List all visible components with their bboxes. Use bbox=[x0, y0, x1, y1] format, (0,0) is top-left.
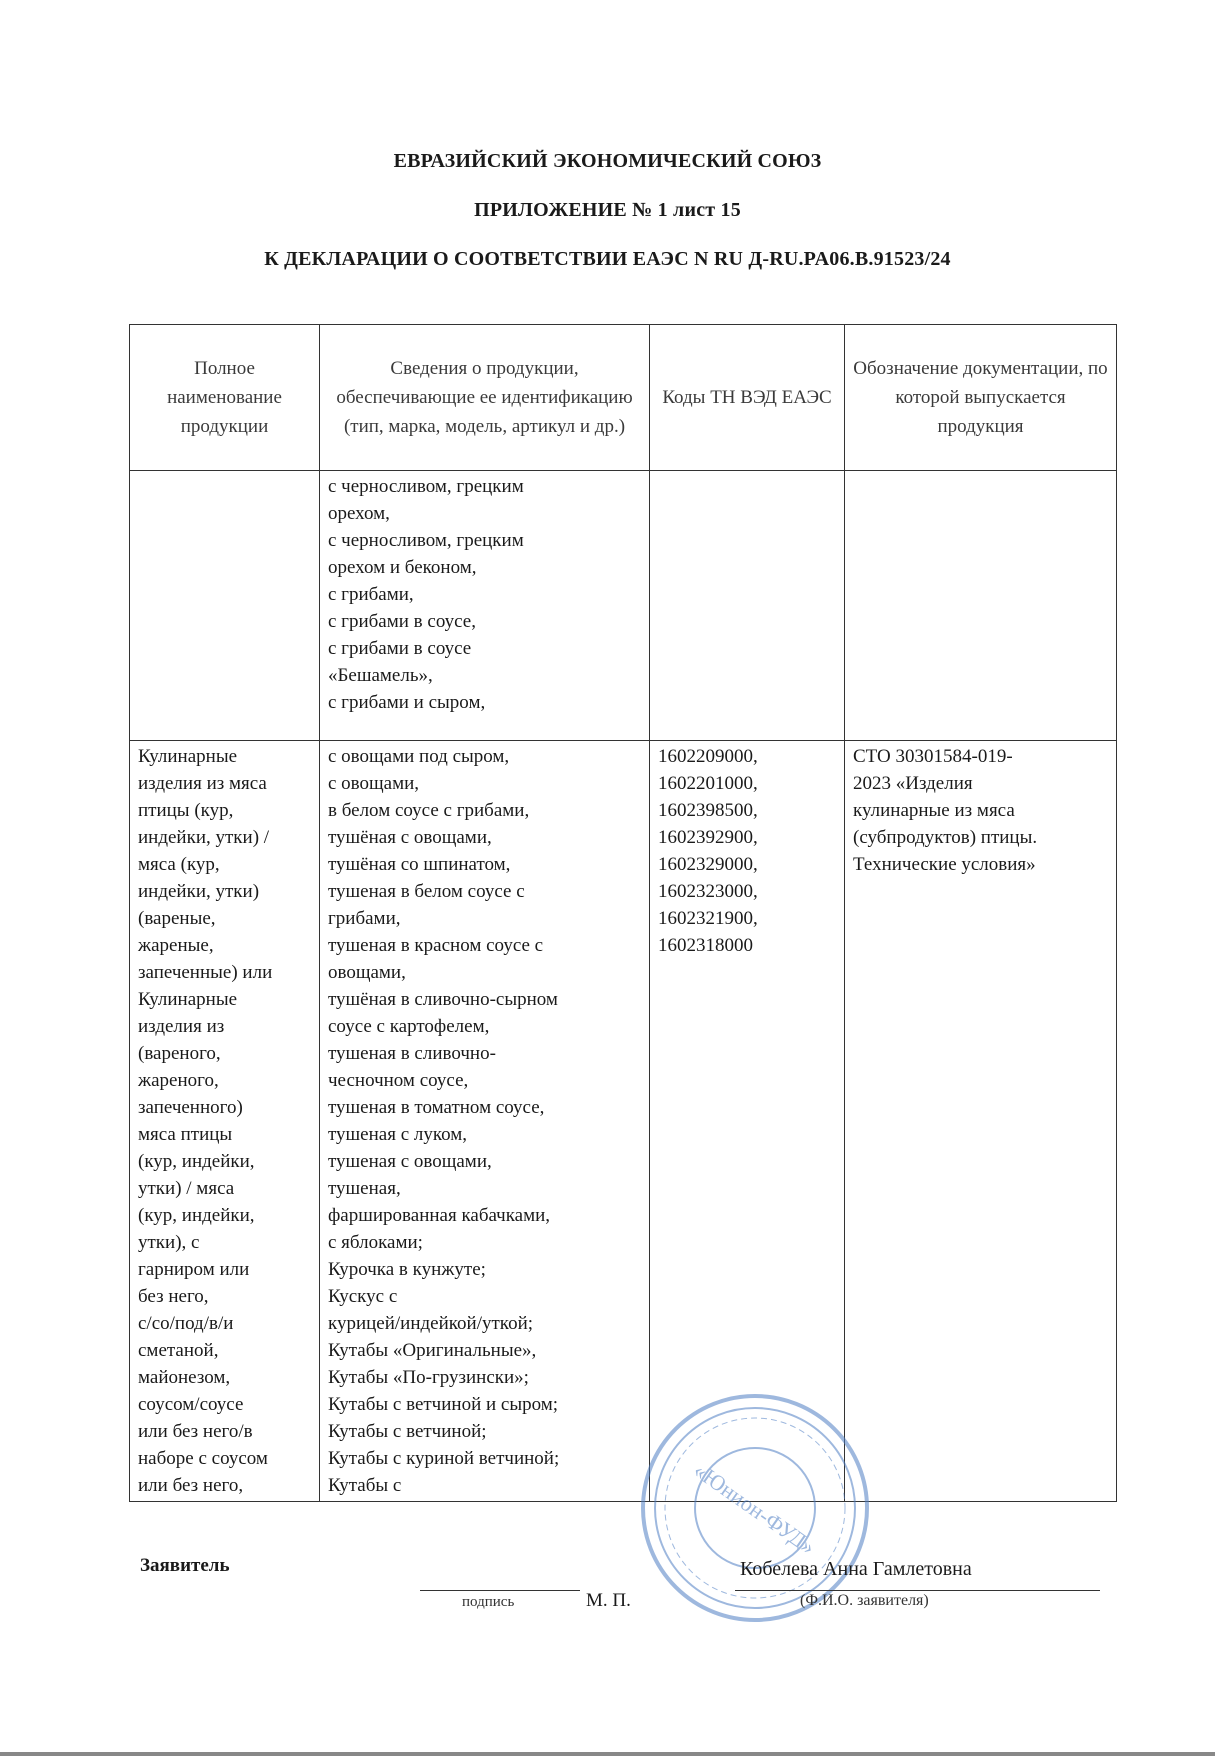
info-line: с овощами, bbox=[328, 773, 420, 794]
info-line: Кутабы «По-грузински»; bbox=[328, 1367, 529, 1388]
column-header-codes: Коды ТН ВЭД ЕАЭС bbox=[650, 325, 845, 471]
doc-line: (субпродуктов) птицы. bbox=[853, 827, 1038, 848]
info-line: с черносливом, грецким bbox=[328, 476, 524, 497]
declaration-table bbox=[129, 324, 1117, 1502]
info-line: Кутабы с куриной ветчиной; bbox=[328, 1448, 560, 1469]
info-line: с грибами в соусе bbox=[328, 638, 472, 659]
name-line: Кулинарные bbox=[138, 746, 238, 767]
info-line: тушеная в белом соусе с bbox=[328, 881, 525, 902]
name-line: (вареного, bbox=[138, 1043, 221, 1064]
info-line: Кутабы «Оригинальные», bbox=[328, 1340, 537, 1361]
header-appendix-title: ПРИЛОЖЕНИЕ № 1 лист 15 bbox=[474, 199, 741, 221]
applicant-name: Кобелева Анна Гамлетовна bbox=[740, 1558, 972, 1580]
info-line: тушёная со шпинатом, bbox=[328, 854, 511, 875]
column-header-name: Полное наименование продукции bbox=[130, 325, 320, 471]
name-line: мяса птицы bbox=[138, 1124, 233, 1145]
cell-info bbox=[320, 741, 650, 1502]
code-line: 1602398500, bbox=[658, 800, 758, 821]
name-line: или без него/в bbox=[138, 1421, 253, 1442]
info-line: тушеная с луком, bbox=[328, 1124, 468, 1145]
cell-name bbox=[130, 471, 320, 741]
info-line: тушеная в красном соусе с bbox=[328, 935, 544, 956]
table-row bbox=[130, 741, 1117, 1502]
column-header-info: Сведения о продукции, обеспечивающие ее идентификацию (тип, марка, модель, артикул и др.) bbox=[320, 325, 650, 471]
name-line: запеченные) или bbox=[138, 962, 273, 983]
info-line: с яблоками; bbox=[328, 1232, 423, 1253]
name-line: индейки, утки) bbox=[138, 881, 260, 902]
stamp-text: «Юнион-ФУД» bbox=[689, 1457, 821, 1560]
code-line: 1602201000, bbox=[658, 773, 758, 794]
name-line: гарниром или bbox=[138, 1259, 250, 1280]
info-line: с грибами в соусе, bbox=[328, 611, 476, 632]
applicant-label: Заявитель bbox=[140, 1555, 230, 1576]
cell-docs bbox=[845, 741, 1117, 1502]
code-line: 1602318000 bbox=[658, 935, 753, 956]
header-declaration-title: К ДЕКЛАРАЦИИ О СООТВЕТСТВИИ ЕАЭС N RU Д-RU.PA06.B.91523/24 bbox=[264, 248, 951, 270]
table-header-row bbox=[130, 325, 1117, 471]
name-line: соусом/соусе bbox=[138, 1394, 244, 1415]
info-line: чесночном соусе, bbox=[328, 1070, 469, 1091]
doc-line: кулинарные из мяса bbox=[853, 800, 1015, 821]
info-line: грибами, bbox=[328, 908, 401, 929]
info-line: Кутабы с ветчиной; bbox=[328, 1421, 487, 1442]
table-row bbox=[130, 471, 1117, 741]
info-line: с черносливом, грецким bbox=[328, 530, 524, 551]
info-line: Кутабы с ветчиной и сыром; bbox=[328, 1394, 559, 1415]
info-line: с грибами, bbox=[328, 584, 414, 605]
name-line: индейки, утки) / bbox=[138, 827, 270, 848]
code-line: 1602321900, bbox=[658, 908, 758, 929]
name-line: или без него, bbox=[138, 1475, 244, 1496]
header-union-title: ЕВРАЗИЙСКИЙ ЭКОНОМИЧЕСКИЙ СОЮЗ bbox=[393, 150, 822, 172]
info-line: в белом соусе с грибами, bbox=[328, 800, 530, 821]
info-line: тушёная в сливочно-сырном bbox=[328, 989, 558, 1010]
info-line: курицей/индейкой/уткой; bbox=[328, 1313, 534, 1334]
name-line: жареного, bbox=[138, 1070, 219, 1091]
info-line: фаршированная кабачками, bbox=[328, 1205, 551, 1226]
info-line: Кускус с bbox=[328, 1286, 398, 1307]
code-line: 1602209000, bbox=[658, 746, 758, 767]
stamp-place-label: М. П. bbox=[586, 1590, 631, 1611]
info-line: тушеная в томатном соусе, bbox=[328, 1097, 545, 1118]
name-line: с/со/под/в/и bbox=[138, 1313, 234, 1334]
doc-line: СТО 30301584-019- bbox=[853, 746, 1013, 767]
info-line: Кутабы с bbox=[328, 1475, 402, 1496]
info-line: с овощами под сыром, bbox=[328, 746, 510, 767]
name-line: жареные, bbox=[138, 935, 214, 956]
name-line: (кур, индейки, bbox=[138, 1151, 255, 1172]
info-line: «Бешамель», bbox=[328, 665, 433, 686]
name-line: утки), с bbox=[138, 1232, 200, 1253]
name-line: Кулинарные bbox=[138, 989, 238, 1010]
info-line: тушёная с овощами, bbox=[328, 827, 492, 848]
name-line: без него, bbox=[138, 1286, 209, 1307]
info-line: орехом, bbox=[328, 503, 390, 524]
name-line: (вареные, bbox=[138, 908, 216, 929]
info-line: тушеная в сливочно- bbox=[328, 1043, 496, 1064]
name-line: наборе с соусом bbox=[138, 1448, 268, 1469]
cell-name bbox=[130, 741, 320, 1502]
company-stamp-icon bbox=[635, 1388, 875, 1628]
column-header-docs: Обозначение документации, по которой выпускается продукция bbox=[845, 325, 1117, 471]
name-line: изделия из мяса bbox=[138, 773, 267, 794]
doc-line: 2023 «Изделия bbox=[853, 773, 973, 794]
cell-codes bbox=[650, 471, 845, 741]
cell-info bbox=[320, 471, 650, 741]
signature-line bbox=[420, 1590, 580, 1591]
name-line: птицы (кур, bbox=[138, 800, 234, 821]
name-line: мяса (кур, bbox=[138, 854, 220, 875]
signature-caption: подпись bbox=[462, 1594, 515, 1610]
name-caption: (Ф.И.О. заявителя) bbox=[800, 1592, 929, 1609]
info-line: Курочка в кунжуте; bbox=[328, 1259, 486, 1280]
name-line: запеченного) bbox=[138, 1097, 243, 1118]
name-line: (кур, индейки, bbox=[138, 1205, 255, 1226]
name-line: сметаной, bbox=[138, 1340, 219, 1361]
cell-docs bbox=[845, 471, 1117, 741]
name-line: майонезом, bbox=[138, 1367, 231, 1388]
info-line: тушеная с овощами, bbox=[328, 1151, 492, 1172]
scan-edge-divider bbox=[0, 1752, 1215, 1756]
info-line: соусе с картофелем, bbox=[328, 1016, 490, 1037]
code-line: 1602323000, bbox=[658, 881, 758, 902]
name-line: изделия из bbox=[138, 1016, 225, 1037]
info-line: овощами, bbox=[328, 962, 406, 983]
info-line: с грибами и сыром, bbox=[328, 692, 486, 713]
code-line: 1602392900, bbox=[658, 827, 758, 848]
name-line: утки) / мяса bbox=[138, 1178, 235, 1199]
info-line: орехом и беконом, bbox=[328, 557, 477, 578]
info-line: тушеная, bbox=[328, 1178, 401, 1199]
doc-line: Технические условия» bbox=[853, 854, 1036, 875]
code-line: 1602329000, bbox=[658, 854, 758, 875]
